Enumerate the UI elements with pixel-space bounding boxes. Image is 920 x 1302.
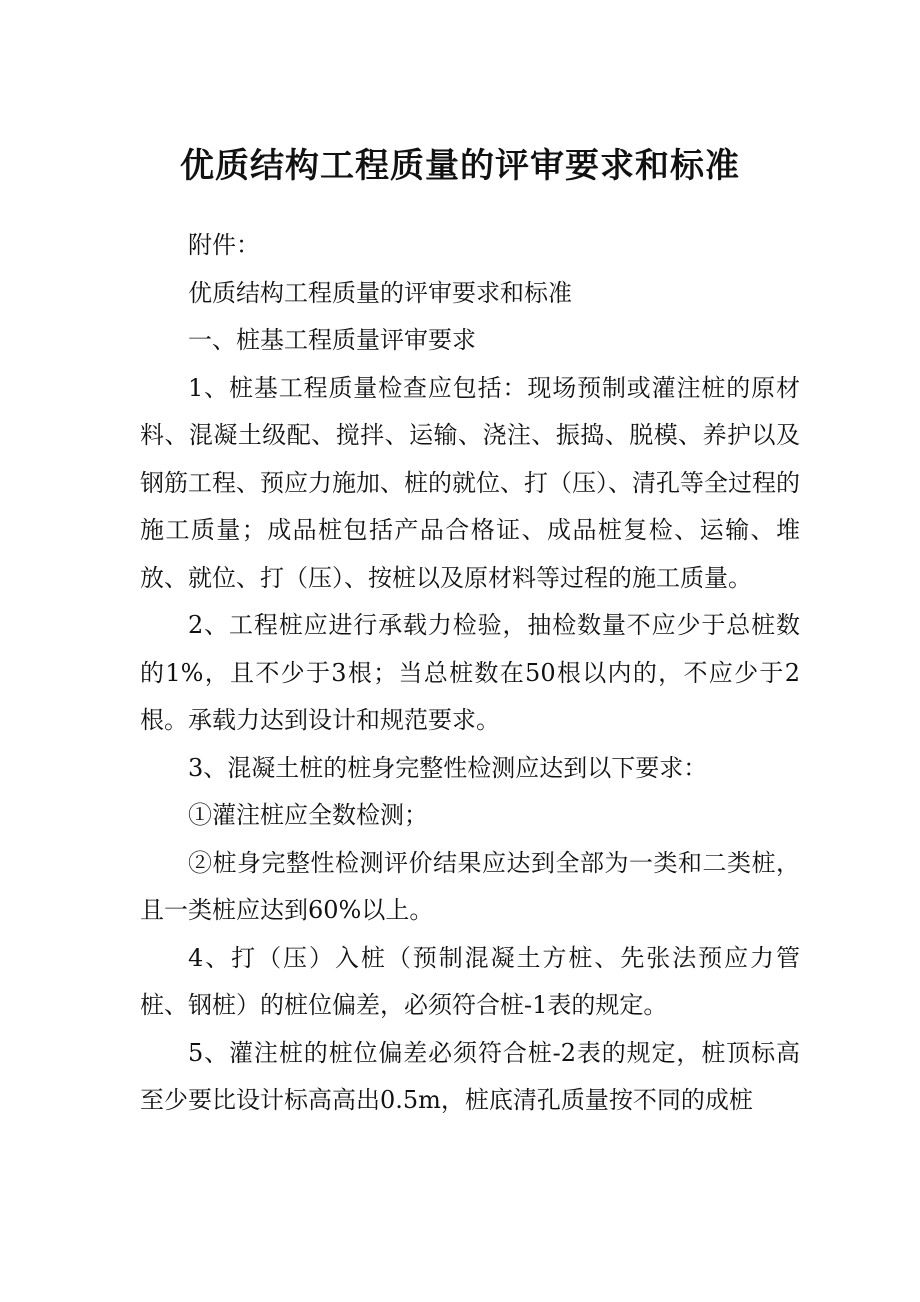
attachment-label: 附件： bbox=[188, 231, 260, 259]
subtitle-paragraph: 优质结构工程质量的评审要求和标准 bbox=[188, 278, 572, 307]
paragraph-subitem-2: ②桩身完整性检测评价结果应达到全部为一类和二类桩，且一类桩应达到60%以上。 bbox=[140, 848, 800, 924]
paragraph-item-4: 4、打（压）入桩（预制混凝土方桩、先张法预应力管桩、钢桩）的桩位偏差，必须符合桩-1表的规定。 bbox=[140, 943, 800, 1019]
section-heading: 一、桩基工程质量评审要求 bbox=[188, 326, 476, 354]
paragraph-item-2: 2、工程桩应进行承载力检验，抽检数量不应少于总桩数的1%，且不少于3根；当总桩数在50根以内的，不应少于2根。承载力达到设计和规范要求。 bbox=[140, 611, 800, 734]
paragraph-item-1: 1、桩基工程质量检查应包括：现场预制或灌注桩的原材料、混凝土级配、搅拌、运输、浇注、振捣、脱模、养护以及钢筋工程、预应力施加、桩的就位、打（压）、清孔等全过程的施工质量；成品桩包括产品合格证、成品桩复检、运输、堆放、就位、打（压）、按桩以及原材料等过程的施工质量。 bbox=[140, 373, 800, 592]
paragraph-subitem-1: ①灌注桩应全数检测； bbox=[188, 801, 428, 829]
document-title: 优质结构工程质量的评审要求和标准 bbox=[180, 146, 740, 186]
paragraph-item-3: 3、混凝土桩的桩身完整性检测应达到以下要求： bbox=[188, 753, 708, 782]
paragraph-item-5: 5、灌注桩的桩位偏差必须符合桩-2表的规定，桩顶标高至少要比设计标高高出0.5m，桩底清孔质量按不同的成桩 bbox=[140, 1038, 800, 1114]
document-body bbox=[140, 222, 800, 1125]
